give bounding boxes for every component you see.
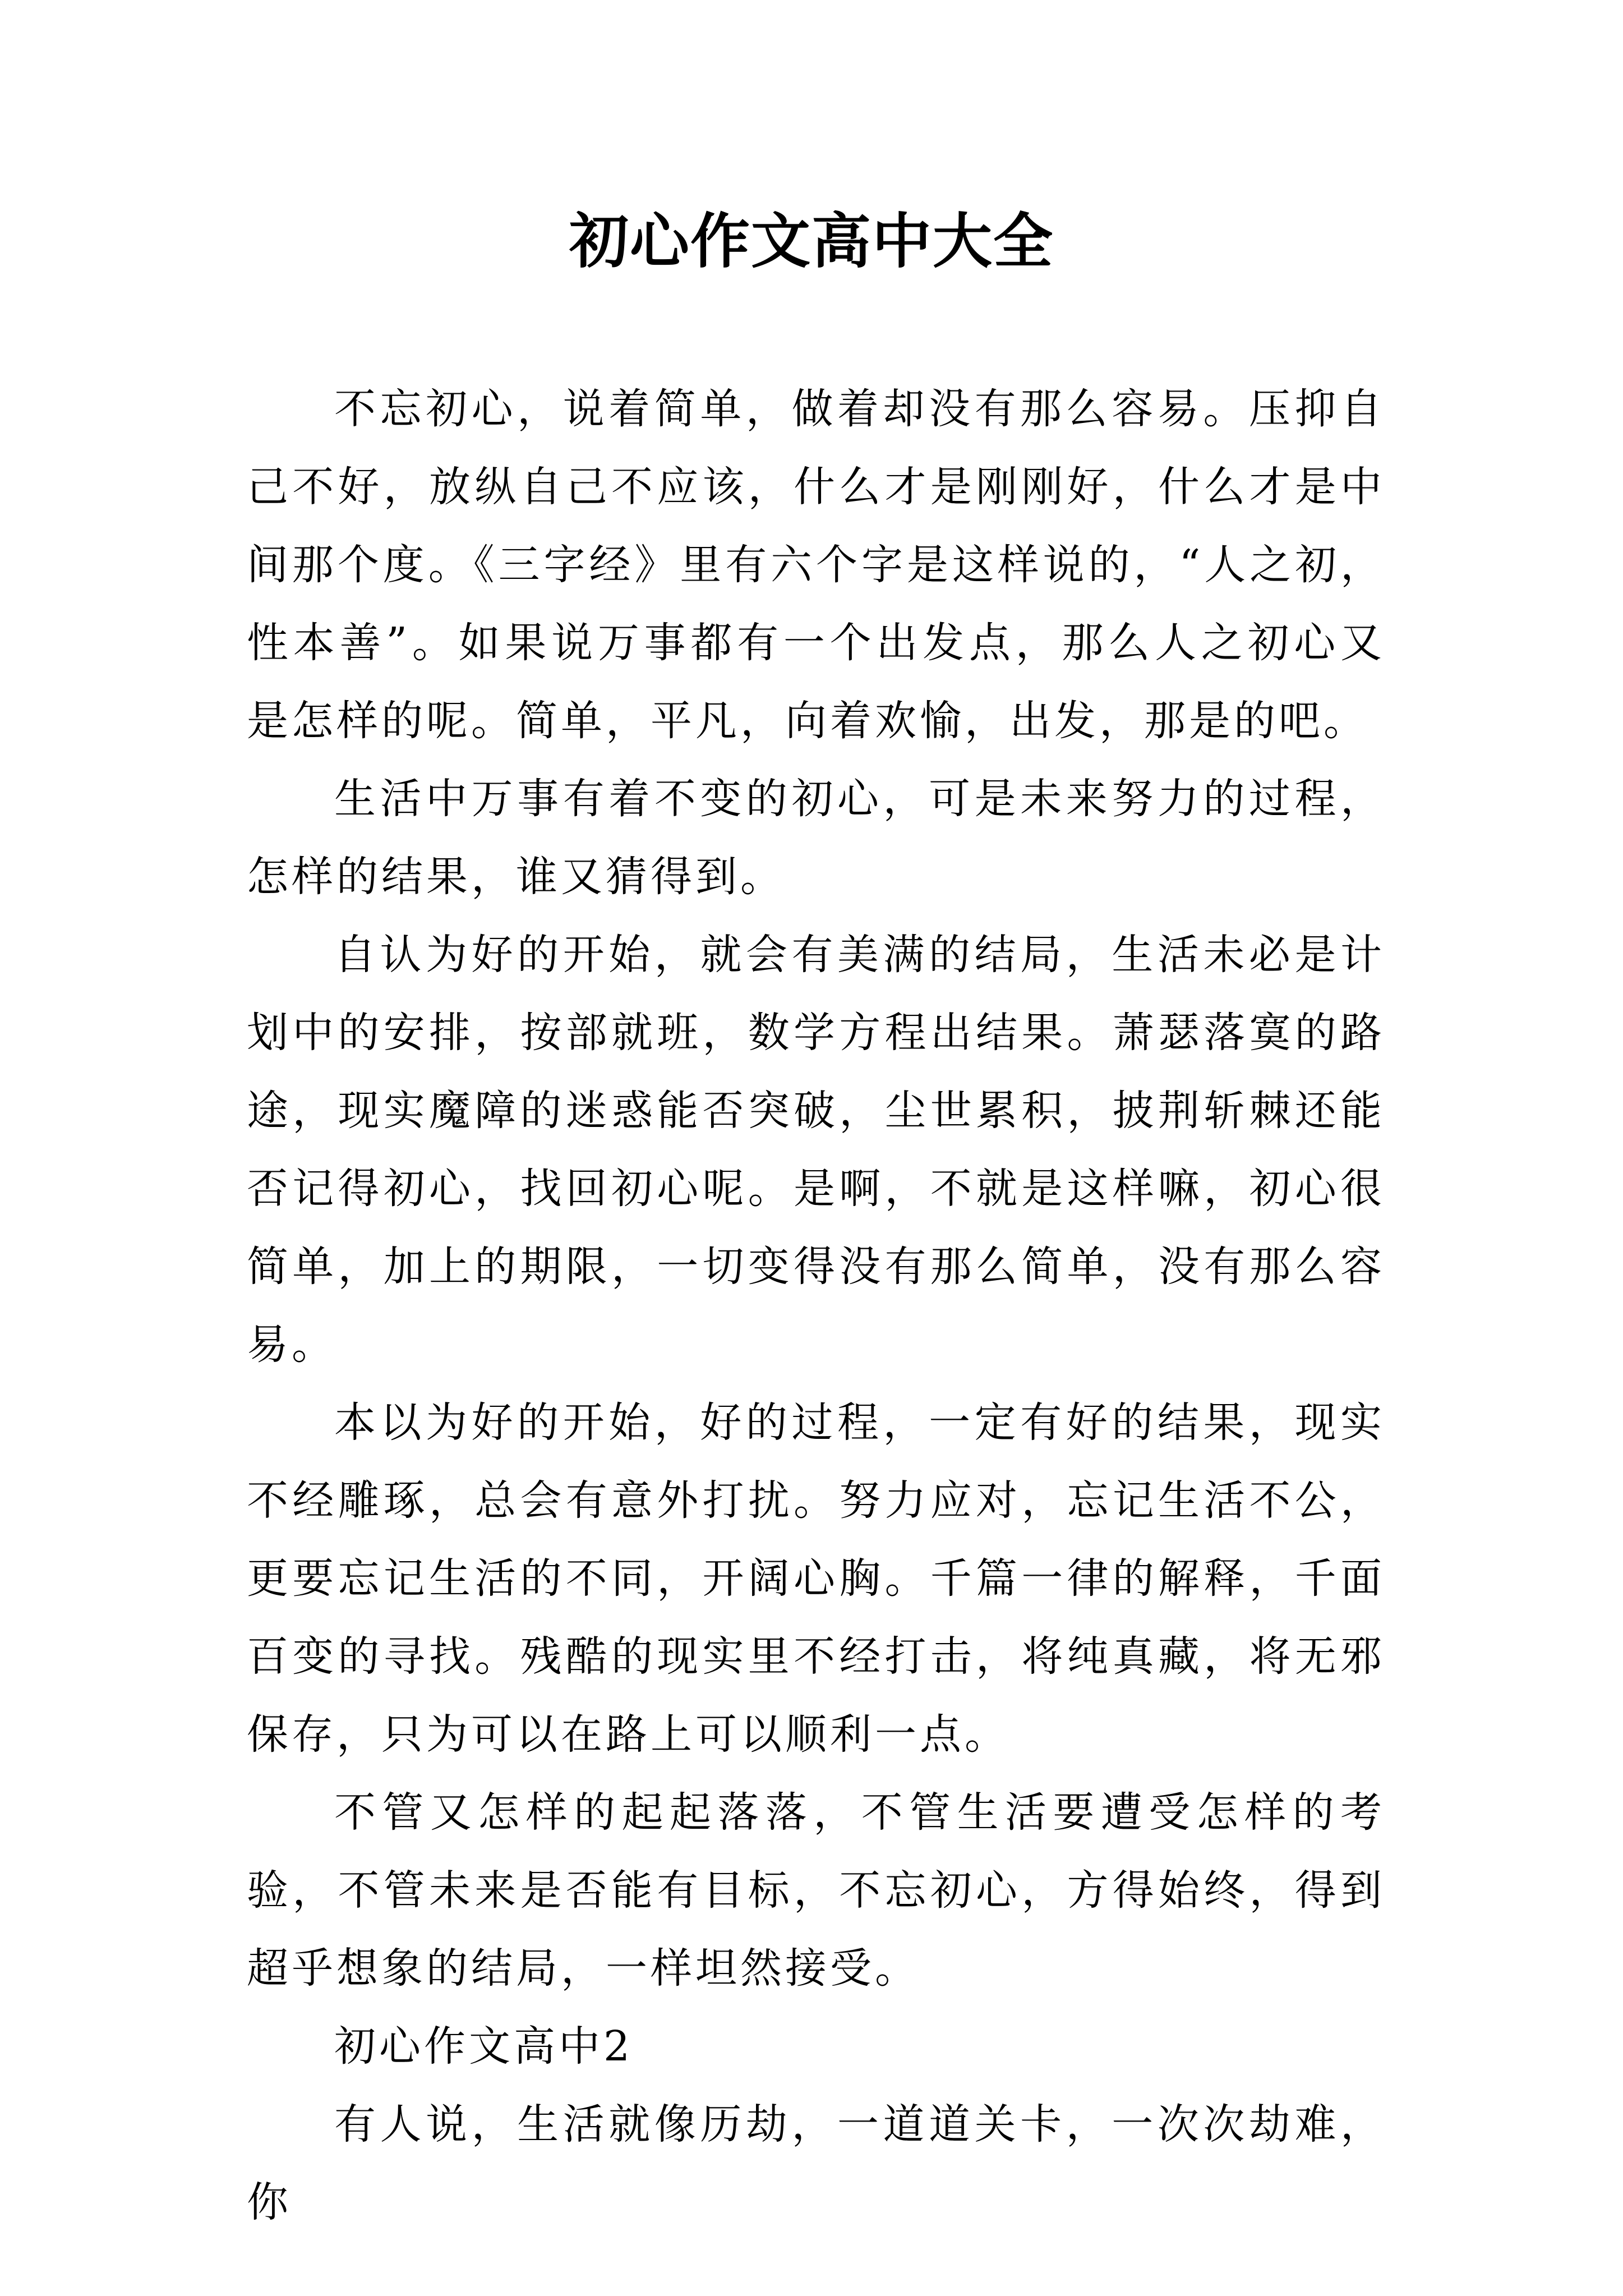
paragraph-2: 生活中万事有着不变的初心，可是未来努力的过程，怎样的结果，谁又猜得到。 bbox=[247, 775, 1385, 901]
section-heading: 初心作文高中2 bbox=[334, 2022, 634, 2070]
paragraph-4: 本以为好的开始，好的过程，一定有好的结果，现实不经雕琢，总会有意外打扰。努力应对，忘记生活不公，更要忘记生活的不同，开阔心胸。千篇一律的解释，千面百变的寻找。残酷的现实里不经打击，将纯真藏，将无邪保存，只为可以在路上可以顺利一点。 bbox=[247, 1398, 1385, 1759]
document-body bbox=[247, 370, 1385, 2242]
paragraph-3: 自认为好的开始，就会有美满的结局，生活未必是计划中的安排，按部就班，数学方程出结果。萧瑟落寞的路途，现实魔障的迷惑能否突破，尘世累积，披荆斩棘还能否记得初心，找回初心呢。是啊，不就是这样嘛，初心很简单，加上的期限，一切变得没有那么简单，没有那么容易。 bbox=[247, 931, 1385, 1369]
document-title: 初心作文高中大全 bbox=[569, 206, 1054, 276]
paragraph-6: 有人说，生活就像历劫，一道道关卡，一次次劫难，你 bbox=[247, 2100, 1385, 2226]
paragraph-5: 不管又怎样的起起落落，不管生活要遭受怎样的考验，不管未来是否能有目标，不忘初心，方得始终，得到超乎想象的结局，一样坦然接受。 bbox=[247, 1788, 1385, 1993]
paragraph-1: 不忘初心，说着简单，做着却没有那么容易。压抑自己不好，放纵自己不应该，什么才是刚刚好，什么才是中间那个度。《三字经》里有六个字是这样说的，“人之初，性本善”。如果说万事都有一个出发点，那么人之初心又是怎样的呢。简单，平凡，向着欢愉，出发，那是的吧。 bbox=[247, 385, 1385, 745]
